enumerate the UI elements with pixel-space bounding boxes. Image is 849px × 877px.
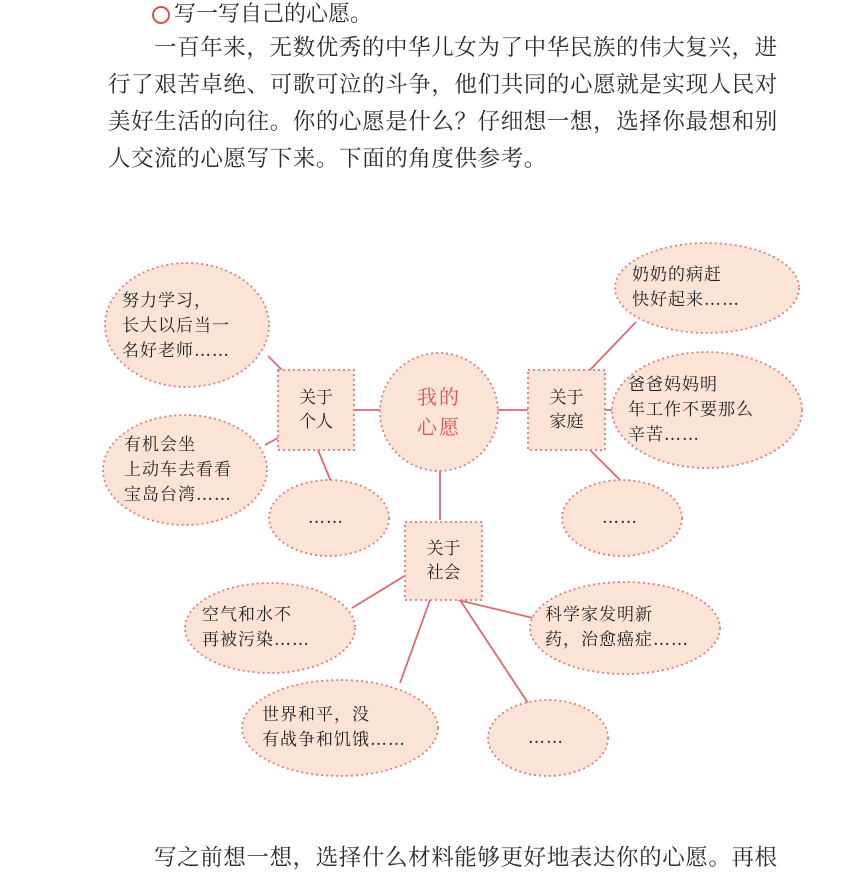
wish-text-personal-1: 努力学习， 长大以后当一 名好老师……: [122, 291, 230, 361]
intro-line: 行了艰苦卓绝、可歌可泣的斗争，他们共同的心愿就是实现人民对: [108, 72, 778, 98]
connector-line: [460, 600, 528, 703]
connector-line: [352, 575, 406, 608]
wish-text-society-1: 空气和水不 再被污染……: [202, 605, 310, 650]
wish-text-family-1: 奶奶的病赶 快好起来……: [632, 265, 740, 310]
intro-line: 一百年来，无数优秀的中华儿女为了中华民族的伟大复兴，进: [154, 35, 778, 61]
wish-text-society-4: ……: [528, 728, 564, 748]
heading-text: 写一写自己的心愿。: [174, 2, 373, 27]
wish-text-society-3: 科学家发明新 药，治愈癌症……: [545, 605, 689, 650]
center-label: 我的 心愿: [417, 385, 461, 439]
connector-line: [400, 600, 430, 683]
connector-line: [590, 450, 622, 482]
wish-text-personal-2: 有机会坐 上动车去看看 宝岛台湾……: [124, 435, 232, 505]
wish-text-family-2: 爸爸妈妈明 年工作不要那么 辛苦……: [628, 375, 754, 445]
connector-line: [588, 322, 636, 372]
category-label-personal: 关于 个人: [299, 388, 333, 432]
intro-line: 人交流的心愿写下来。下面的角度供参考。: [108, 146, 547, 172]
intro-line: 美好生活的向往。你的心愿是什么？仔细想一想，选择你最想和别: [108, 109, 778, 135]
category-label-family: 关于 家庭: [549, 388, 584, 432]
wish-text-society-2: 世界和平，没 有战争和饥饿……: [262, 705, 406, 750]
footer-line: 写之前想一想，选择什么材料能够更好地表达你的心愿。再根: [154, 845, 778, 871]
wish-text-family-3: ……: [602, 508, 638, 528]
footer-paragraph: [108, 840, 808, 877]
wish-text-personal-3: ……: [308, 508, 344, 528]
category-label-society: 关于 社会: [426, 539, 461, 583]
connector-line: [318, 450, 332, 484]
